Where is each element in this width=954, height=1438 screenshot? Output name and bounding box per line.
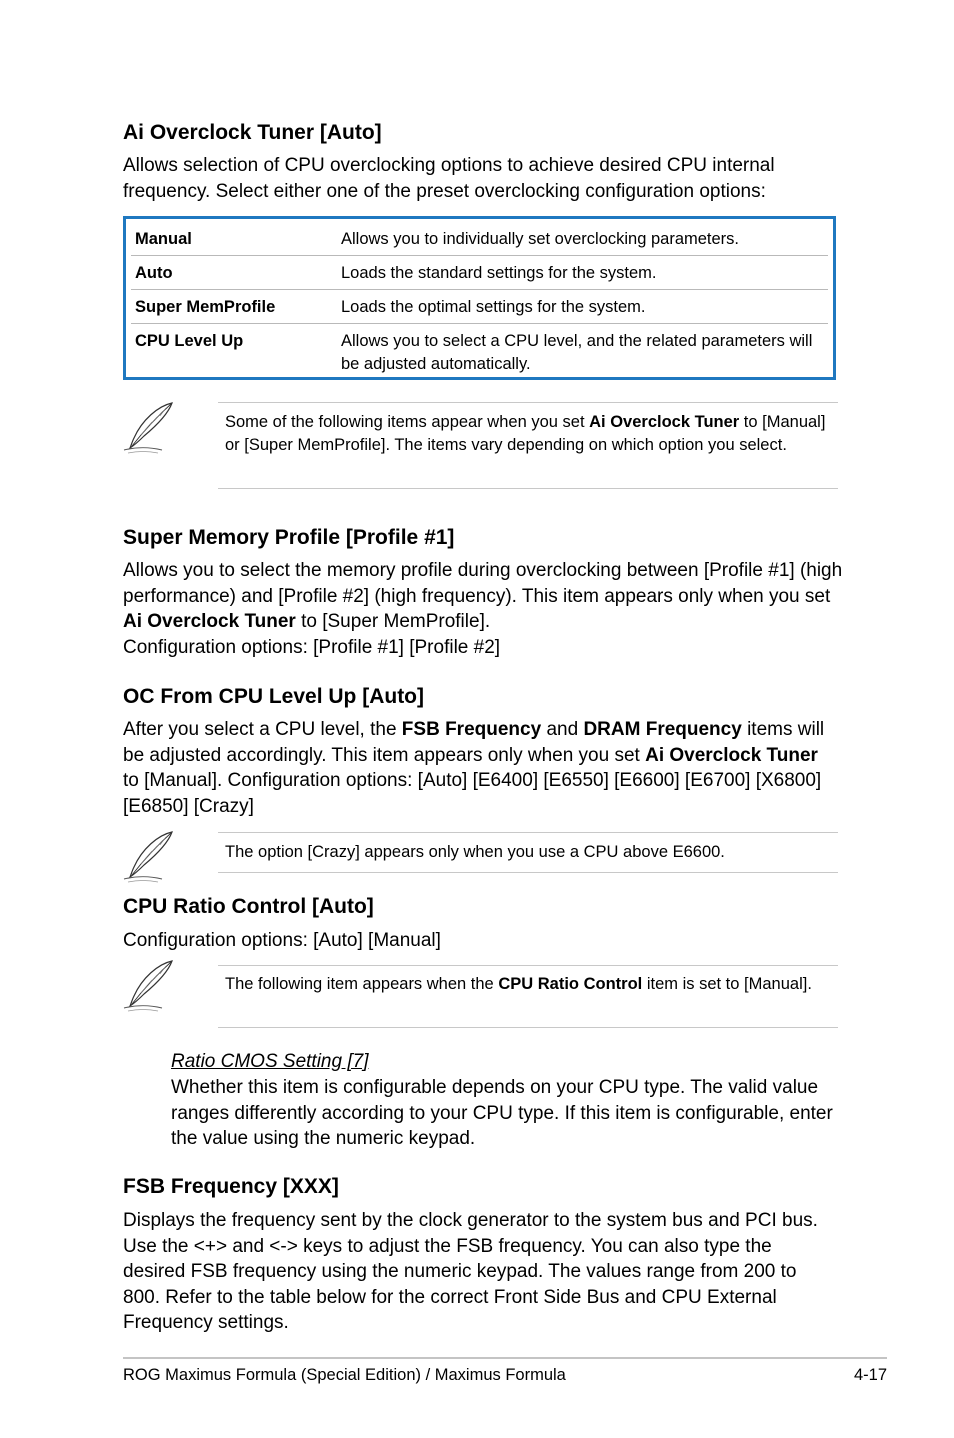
note-divider-bottom — [218, 1027, 838, 1028]
heading-super-memory-profile: Super Memory Profile [Profile #1] — [123, 526, 455, 549]
option-name: Manual — [135, 230, 192, 248]
note-quill-icon — [122, 400, 178, 454]
option-description: Allows you to select a CPU level, and the related parameters will be adjusted automatically. — [341, 332, 813, 373]
note-quill-icon — [122, 829, 178, 883]
ratio-cmos-setting-description: Whether this item is configurable depends on your CPU type. The valid value ranges differently according to your CPU type. If this item is configurable, enter the value using the numeric keypad. — [171, 1077, 833, 1150]
overclock-options-table — [123, 216, 836, 380]
heading-fsb-frequency: FSB Frequency [XXX] — [123, 1175, 339, 1198]
note-divider-top — [218, 832, 838, 833]
option-description: Allows you to individually set overclocking parameters. — [341, 230, 740, 248]
heading-oc-from-cpu-level-up: OC From CPU Level Up [Auto] — [123, 685, 425, 708]
note-quill-icon — [122, 958, 178, 1012]
note-divider-bottom — [218, 872, 838, 873]
note-divider-top — [218, 965, 838, 966]
option-name: Super MemProfile — [135, 298, 276, 316]
footer-page-number: 4-17 — [853, 1366, 887, 1384]
footer-manual-title: ROG Maximus Formula (Special Edition) / Maximus Formula — [123, 1366, 566, 1384]
heading-cpu-ratio-control: CPU Ratio Control [Auto] — [123, 895, 374, 918]
cpu-ratio-control-config: Configuration options: [Auto] [Manual] — [123, 930, 441, 951]
super-memory-profile-description: Allows you to select the memory profile during overclocking between [Profile #1] (high performance) and [Profile #2] (high frequency). This item appears only when you set Ai Overclock Tuner to [Super MemProfile]. — [123, 560, 843, 633]
table-row — [131, 256, 828, 290]
fsb-frequency-description: Displays the frequency sent by the clock generator to the system bus and PCI bus. Use the <+> and <-> keys to adjust the FSB frequency. You can also type the desired FSB frequency using the numeric keypad. The values range from 200 to 800. Refer to the table below for the correct Front Side Bus and CPU External Frequency settings. — [123, 1210, 818, 1334]
option-name: Auto — [135, 264, 173, 282]
footer-divider — [123, 1357, 887, 1359]
option-description: Loads the standard settings for the system. — [341, 264, 657, 282]
table-row — [131, 324, 828, 374]
heading-ai-overclock-tuner: Ai Overclock Tuner [Auto] — [123, 121, 382, 144]
option-description: Loads the optimal settings for the system. — [341, 298, 646, 316]
super-memory-profile-config: Configuration options: [Profile #1] [Profile #2] — [123, 637, 501, 658]
table-row — [131, 290, 828, 324]
subheading-ratio-cmos-setting: Ratio CMOS Setting [7] — [171, 1051, 369, 1072]
note-crazy-option: The option [Crazy] appears only when you use a CPU above E6600. — [225, 843, 725, 861]
note-divider-top — [218, 402, 838, 403]
oc-from-cpu-level-up-description: After you select a CPU level, the FSB Frequency and DRAM Frequency items will be adjusted accordingly. This item appears only when you set Ai Overclock Tuner to [Manual]. Configuration options: [Auto] [E6400] [E6550] [E6600] [E6700] [X6800] [E6850] [Crazy] — [123, 719, 825, 817]
option-name: CPU Level Up — [135, 332, 244, 350]
table-row — [131, 222, 828, 256]
note-divider-bottom — [218, 488, 838, 489]
note-cpu-ratio-manual: The following item appears when the CPU Ratio Control item is set to [Manual]. — [225, 975, 812, 993]
ai-overclock-tuner-description: Allows selection of CPU overclocking options to achieve desired CPU internal frequency. Select either one of the preset overclocking configuration options: — [123, 155, 775, 202]
note-ai-overclock-items: Some of the following items appear when you set Ai Overclock Tuner to [Manual] or [Super MemProfile]. The items vary depending on which option you select. — [225, 413, 826, 454]
